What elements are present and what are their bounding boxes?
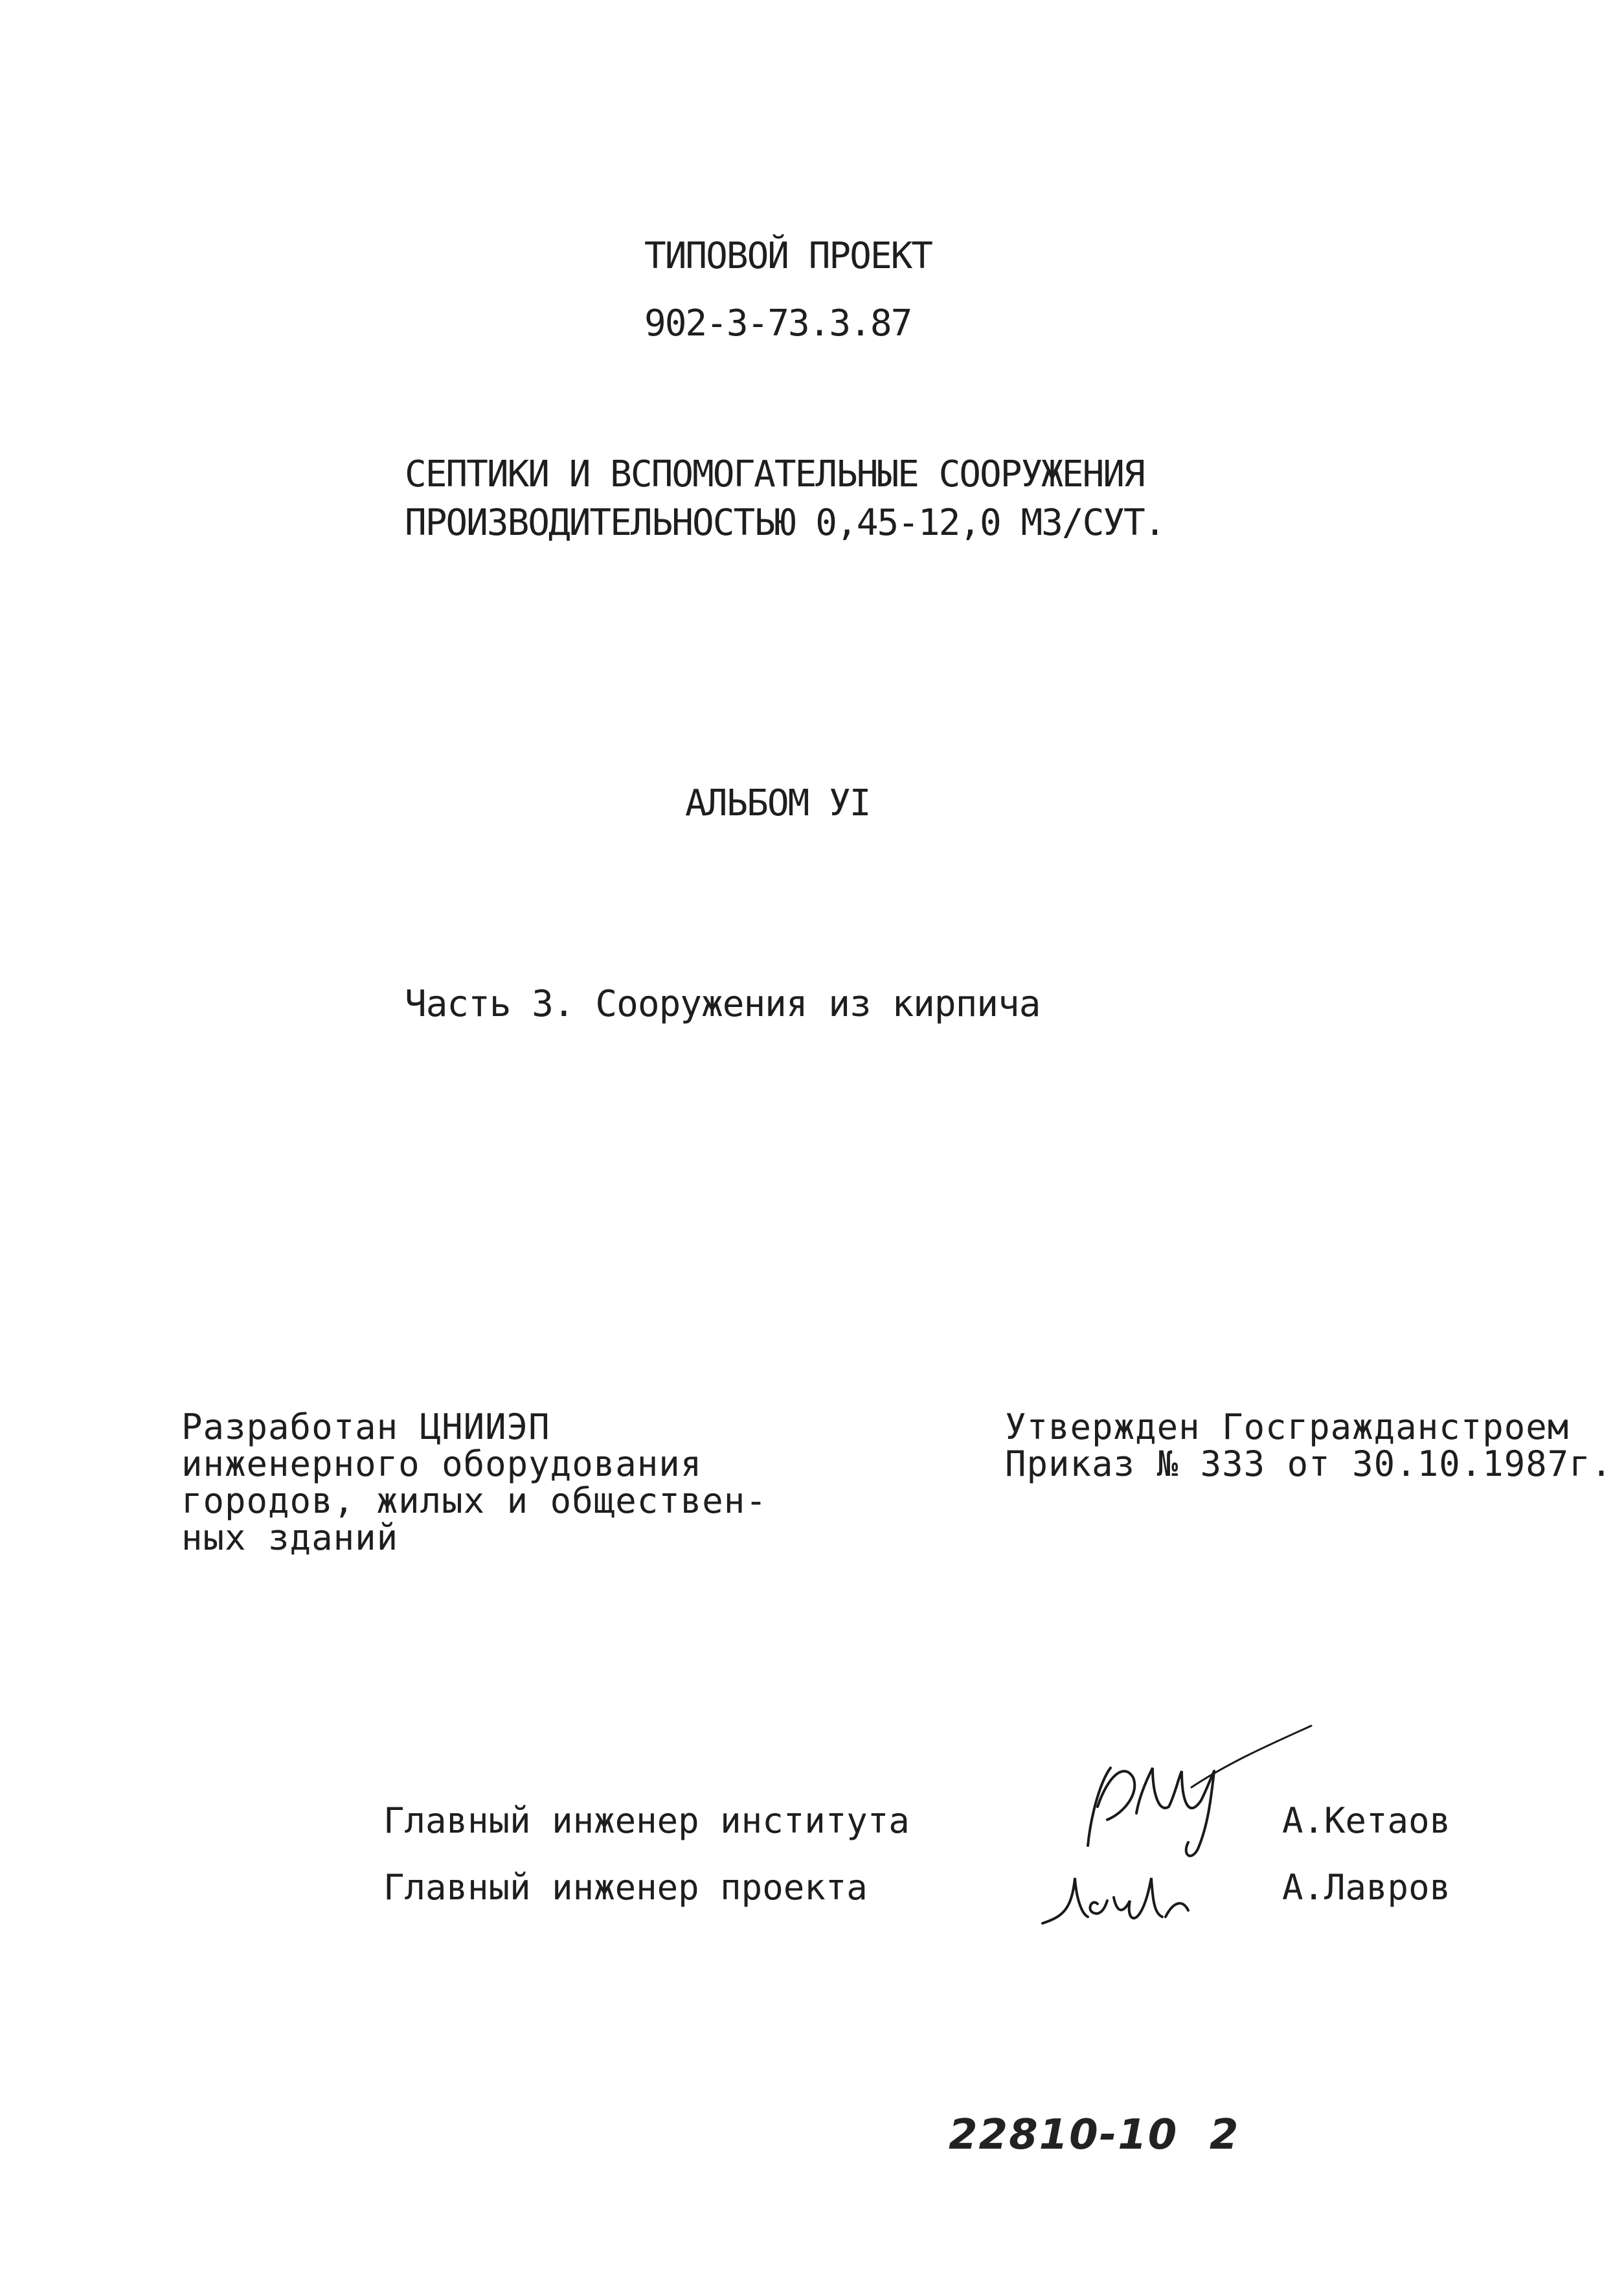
approval-line: Приказ № 333 от 30.10.1987г. [1005,1443,1613,1484]
developer-line: городов, жилых и обществен- [181,1480,767,1521]
subject-line-1: СЕПТИКИ И ВСПОМОГАТЕЛЬНЫЕ СООРУЖЕНИЯ [405,453,1144,495]
approval-line: Утвержден Госгражданстроем [1005,1407,1570,1447]
document-type-heading: ТИПОВОЙ ПРОЕКТ [644,235,932,277]
project-code: 902-3-73.3.87 [644,302,912,345]
album-number: АЛЬБОМ УI [685,782,870,824]
signatory-name-2: А.Лавров [1282,1867,1451,1908]
developer-line: Разработан ЦНИИЭП [181,1407,550,1447]
developer-block [181,1408,767,1556]
subject-line-2: ПРОИЗВОДИТЕЛЬНОСТЬЮ 0,45-12,0 М3/СУТ. [405,502,1165,544]
approval-block [1005,1408,1612,1482]
signatory-name-1: А.Кетаов [1282,1800,1451,1841]
handwritten-signature-2 [1036,1852,1230,1936]
part-title: Часть 3. Сооружения из кирпича [405,983,1041,1025]
archive-stamp-number: 22810-10 2 [949,2111,1240,2159]
developer-line: инженерного оборудования [181,1443,703,1484]
signatory-role-2: Главный инженер проекта [383,1867,868,1908]
developer-line: ных зданий [181,1517,399,1558]
handwritten-signature-1 [1062,1716,1334,1871]
signatory-role-1: Главный инженер института [383,1800,910,1841]
